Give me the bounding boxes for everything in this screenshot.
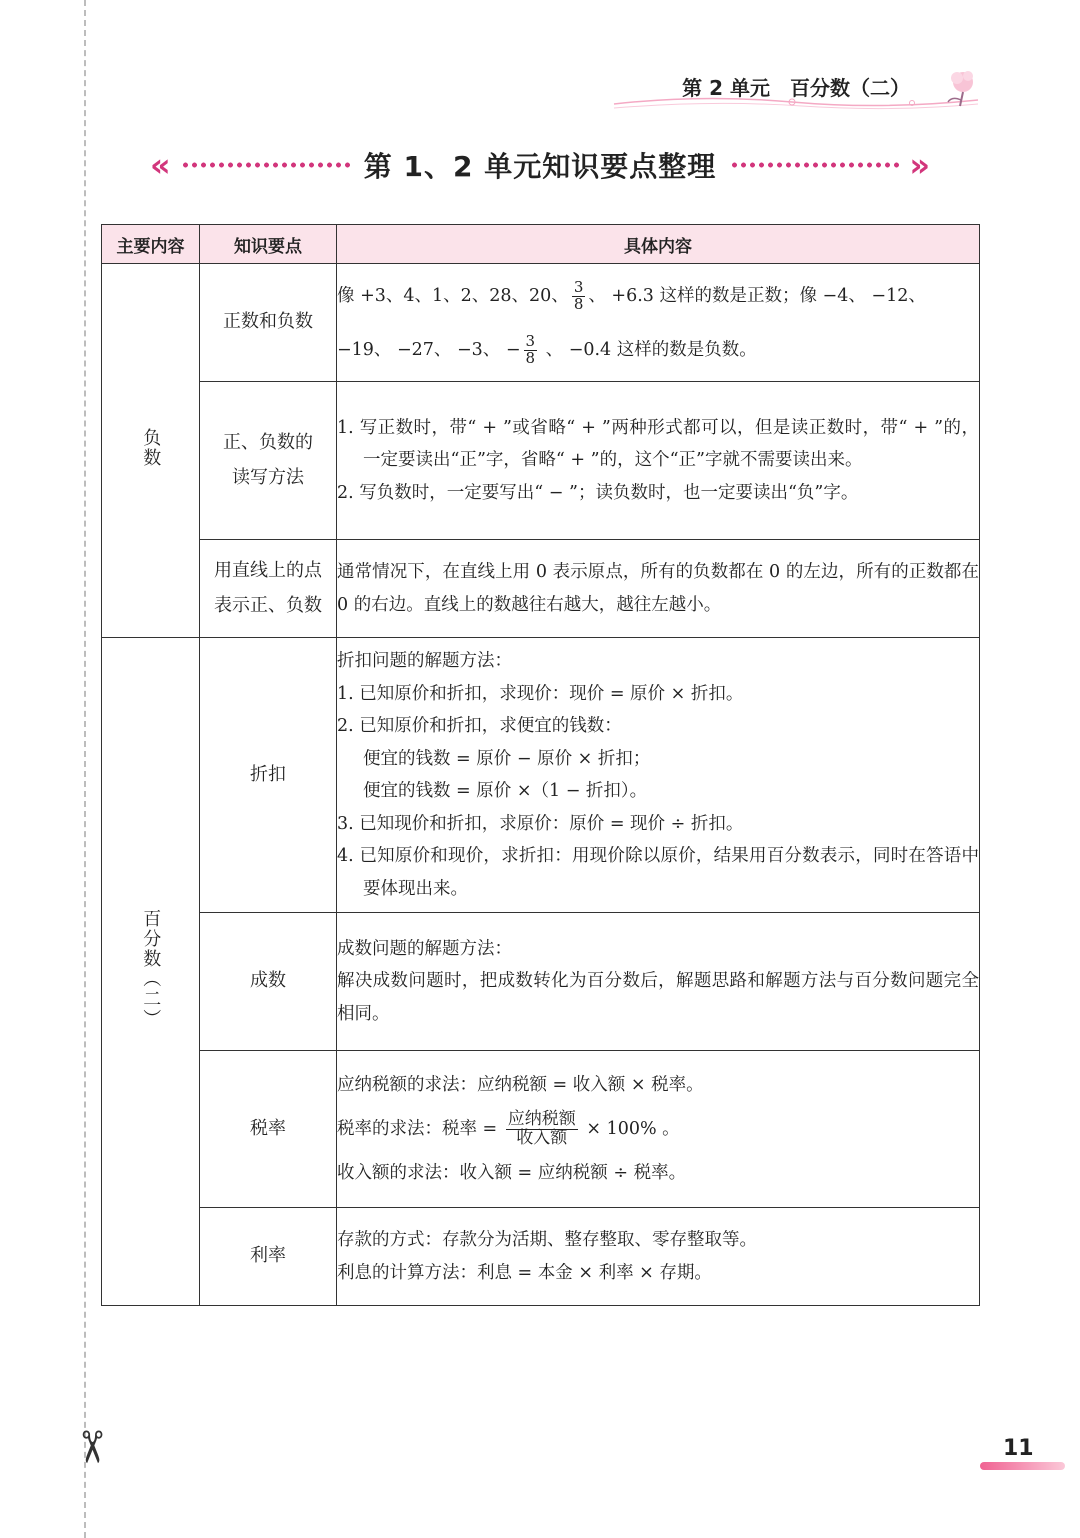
content-line: 收入额的求法：收入额 = 应纳税额 ÷ 税率。 [337,1163,687,1183]
table-row [102,382,980,540]
table-row [102,264,980,382]
category-label: 百分数（二） [140,909,162,1029]
point-interest: 利率 [200,1208,337,1306]
point-chengshu: 成数 [200,913,337,1051]
point-discount: 折扣 [200,638,337,913]
fraction-numerator: 应纳税额 [507,1109,576,1130]
fraction-numerator: 3 [525,331,536,350]
page-number: 11 [1003,1436,1034,1461]
content-chengshu [337,913,980,1051]
content-line: 便宜的钱数 = 原价 ×（1 − 折扣）。 [363,781,648,801]
content-line [337,1107,979,1151]
text-segment: 像 +3、4、1、2、28、20、 [337,285,569,306]
right-double-chevron-icon: » [909,146,930,184]
table-row [102,913,980,1051]
content-line: 1. 写正数时，带“ + ”或省略“ + ”两种形式都可以，但是读正数时，带“ + ”的，一定要读出“正”字，省略“ + ”的，这个“正”字就不需要读出来。 [337,417,979,471]
content-line: 2. 已知原价和折扣，求便宜的钱数： [337,716,622,736]
table-row [102,1051,980,1208]
point-label-line: 表示正、负数 [214,594,322,616]
left-double-chevron-icon: « [150,146,171,184]
cut-line [84,0,86,1538]
point-number-line [200,540,337,638]
text-segment: 税率的求法：税率 = [337,1119,503,1139]
fraction [524,331,538,367]
content-discount [337,638,980,913]
content-line [337,323,979,377]
section-title-bar [150,140,930,190]
content-line: 3. 已知现价和折扣，求原价：原价 = 现价 ÷ 折扣。 [337,813,744,834]
point-pos-neg: 正数和负数 [200,264,337,382]
content-number-line: 通常情况下，在直线上用 0 表示原点，所有的负数都在 0 的左边，所有的正数都在 0 的右边。直线上的数越往右越大，越往左越小。 [337,540,980,638]
text-segment: × 100% 。 [580,1119,680,1139]
content-line: 存款的方式：存款分为活期、整存整取、零存整取等。 [337,1230,757,1250]
table-header-row [102,225,980,264]
point-label-line: 正、负数的 [223,432,313,454]
content-line: 4. 已知原价和现价，求折扣：用现价除以原价，结果用百分数表示，同时在答语中要体现出来。 [337,846,979,899]
content-line [337,269,979,323]
point-tax: 税率 [200,1051,337,1208]
scissors-icon: ✂ [65,1428,117,1466]
text-segment: 、 +6.3 这样的数是正数；像 −4、 −12、 [588,285,926,306]
dotted-line [181,162,350,168]
table-row [102,638,980,913]
point-label-line: 用直线上的点 [214,560,322,582]
text-segment: −19、 −27、 −3、 − [337,339,521,360]
fraction-denominator: 8 [573,294,584,313]
header-knowledge-point: 知识要点 [200,225,337,264]
content-line: 解决成数问题时，把成数转化为百分数后，解题思路和解题方法与百分数问题完全相同。 [337,971,979,1024]
knowledge-points-table [101,224,980,1306]
fraction [506,1111,578,1148]
header-unit: 第 2 单元 [682,76,770,100]
content-line: 2. 写负数时，一定要写出“ − ”；读负数时，也一定要读出“负”字。 [337,482,859,503]
content-read-write [337,382,980,540]
fraction-numerator: 3 [573,277,584,296]
page-number-bar [980,1462,1065,1470]
header-main-content: 主要内容 [102,225,200,264]
content-line: 应纳税额的求法：应纳税额 = 收入额 × 税率。 [337,1075,704,1095]
content-interest [337,1208,980,1306]
content-line: 便宜的钱数 = 原价 − 原价 × 折扣； [363,748,651,769]
content-line: 成数问题的解题方法： [337,938,512,959]
fraction-denominator: 收入额 [516,1128,568,1148]
point-read-write [200,382,337,540]
header-details: 具体内容 [337,225,980,264]
point-label-line: 读写方法 [232,466,304,488]
content-tax [337,1051,980,1208]
section-title: 第 1、2 单元知识要点整理 [363,150,717,183]
content-line: 1. 已知原价和折扣，求现价：现价 = 原价 × 折扣。 [337,683,744,704]
header-unit-title: 百分数（二） [790,76,910,100]
fraction [572,277,586,313]
content-line: 折扣问题的解题方法： [337,651,512,671]
header-swoosh-decoration [612,92,982,114]
flower-icon [940,64,986,110]
table-row [102,540,980,638]
fraction-denominator: 8 [525,348,536,367]
dotted-line [730,162,899,168]
content-line: 利息的计算方法：利息 = 本金 × 利率 × 存期。 [337,1262,712,1283]
category-label: 负数 [140,428,162,468]
category-percent [102,638,200,1306]
table-row [102,1208,980,1306]
text-segment: 、 −0.4 这样的数是负数。 [540,339,757,360]
category-negative [102,264,200,638]
content-pos-neg [337,264,980,382]
